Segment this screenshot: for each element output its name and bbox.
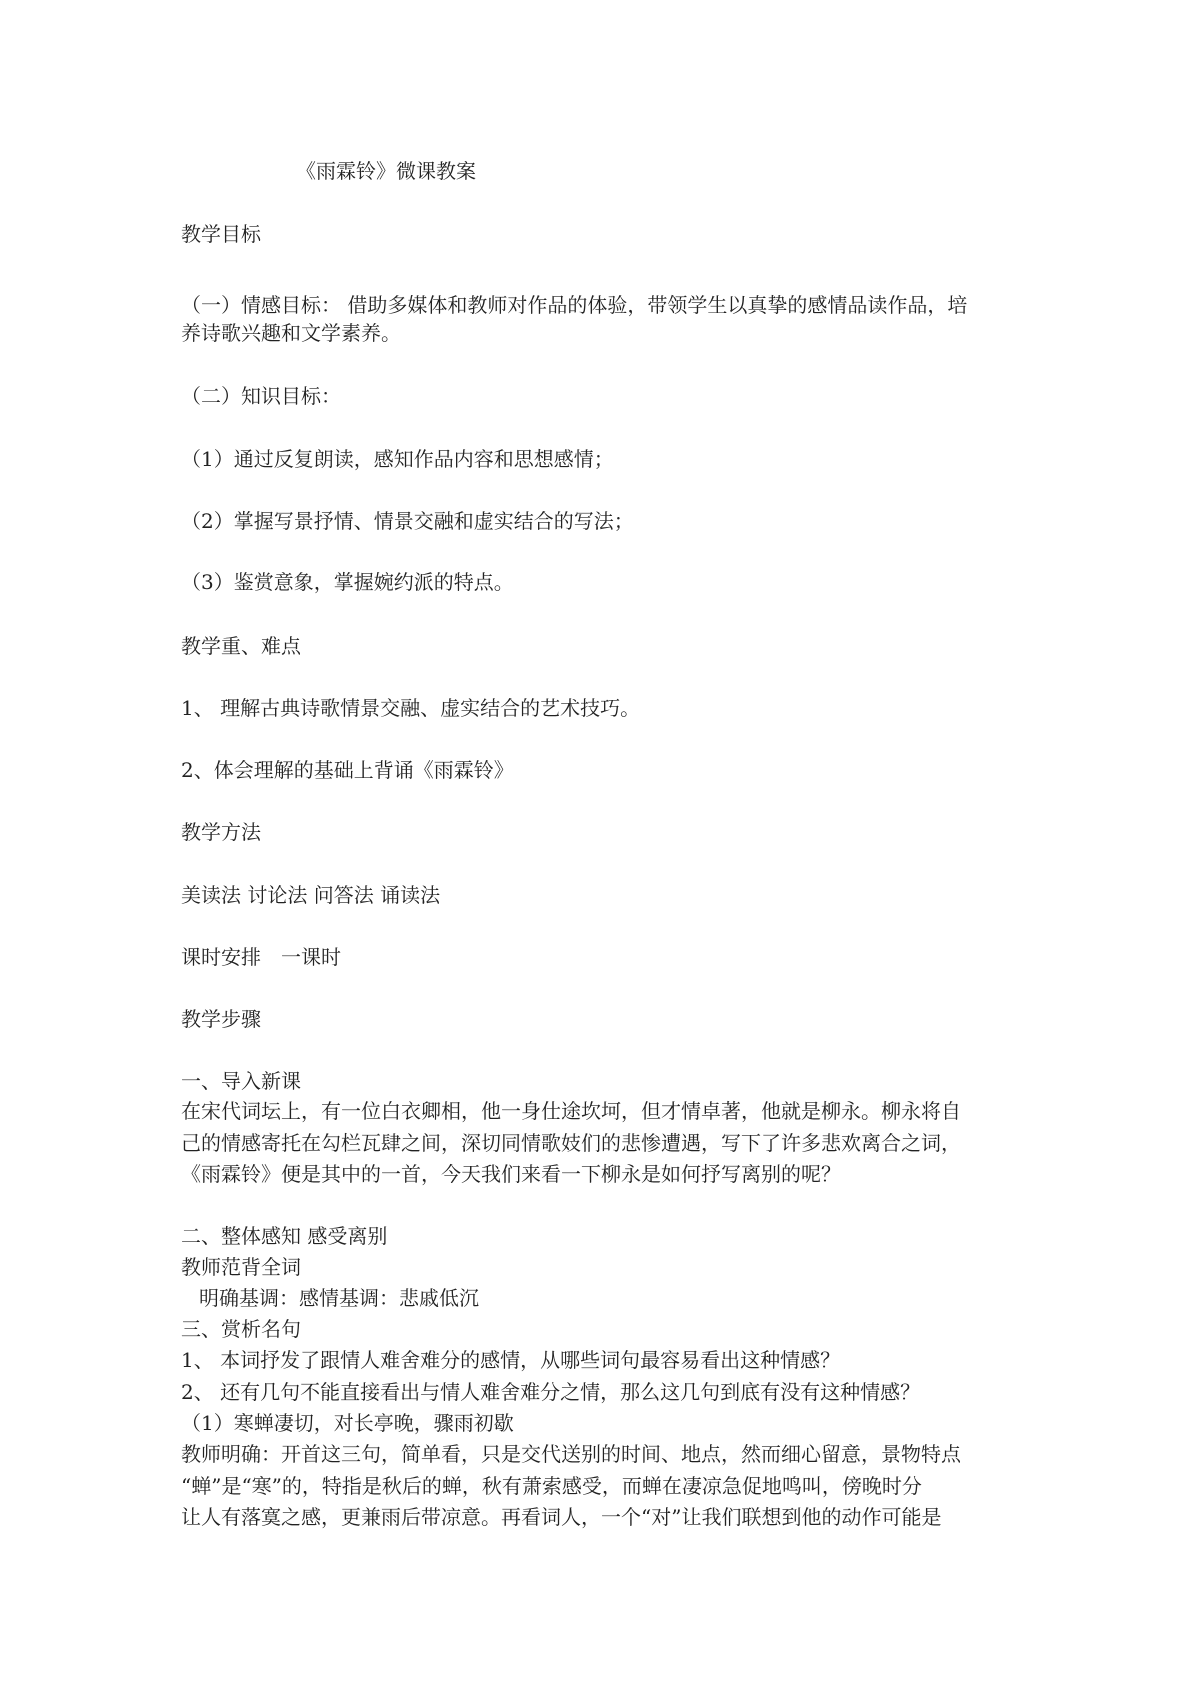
- paragraph-line: 教师明确：开首这三句，简单看，只是交代送别的时间、地点，然而细心留意，景物特点: [181, 1442, 961, 1466]
- paragraph-line: 《雨霖铃》便是其中的一首，今天我们来看一下柳永是如何抒写离别的呢？: [181, 1162, 841, 1186]
- paragraph-line: （一）情感目标： 借助多媒体和教师对作品的体验，带领学生以真挚的感情品读作品，培: [181, 293, 968, 317]
- section-heading: 二、整体感知 感受离别: [181, 1224, 388, 1248]
- list-item: 1、 理解古典诗歌情景交融、虚实结合的艺术技巧。: [181, 696, 641, 720]
- paragraph-line: 在宋代词坛上，有一位白衣卿相，他一身仕途坎坷，但才情卓著，他就是柳永。柳永将自: [181, 1099, 961, 1123]
- list-item: （2）掌握写景抒情、情景交融和虚实结合的写法；: [181, 509, 634, 533]
- heading-teaching-methods: 教学方法: [181, 820, 261, 844]
- paragraph-line: 教师范背全词: [181, 1255, 301, 1279]
- paragraph-line: （二）知识目标：: [181, 384, 341, 408]
- list-item: 1、 本词抒发了跟情人难舍难分的感情，从哪些词句最容易看出这种情感？: [181, 1348, 841, 1372]
- list-item: （3）鉴赏意象，掌握婉约派的特点。: [181, 570, 514, 594]
- paragraph-line: 美读法 讨论法 问答法 诵读法: [181, 883, 441, 907]
- paragraph-line: 课时安排 一课时: [181, 945, 341, 969]
- paragraph-line: 养诗歌兴趣和文学素养。: [181, 321, 401, 345]
- section-heading: 三、赏析名句: [181, 1317, 301, 1341]
- paragraph-line: 让人有落寞之感，更兼雨后带凉意。再看词人，一个“对”让我们联想到他的动作可能是: [181, 1505, 942, 1529]
- heading-key-points: 教学重、难点: [181, 634, 301, 658]
- section-heading: 一、导入新课: [181, 1069, 301, 1093]
- list-item: 2、体会理解的基础上背诵《雨霖铃》: [181, 758, 514, 782]
- heading-teaching-goals: 教学目标: [181, 222, 261, 246]
- paragraph-line: 己的情感寄托在勾栏瓦肆之间，深切同情歌妓们的悲惨遭遇，写下了许多悲欢离合之词，: [181, 1131, 961, 1155]
- document-title: 《雨霖铃》微课教案: [296, 159, 476, 183]
- heading-teaching-steps: 教学步骤: [181, 1007, 261, 1031]
- paragraph-line: “蝉”是“寒”的，特指是秋后的蝉，秋有萧索感受，而蝉在凄凉急促地鸣叫，傍晚时分: [181, 1474, 922, 1498]
- paragraph-line: 明确基调：感情基调：悲戚低沉: [199, 1286, 479, 1310]
- list-item: 2、 还有几句不能直接看出与情人难舍难分之情，那么这几句到底有没有这种情感？: [181, 1380, 921, 1404]
- list-item: （1）通过反复朗读，感知作品内容和思想感情；: [181, 447, 614, 471]
- list-item: （1）寒蝉凄切，对长亭晚，骤雨初歇: [181, 1411, 514, 1435]
